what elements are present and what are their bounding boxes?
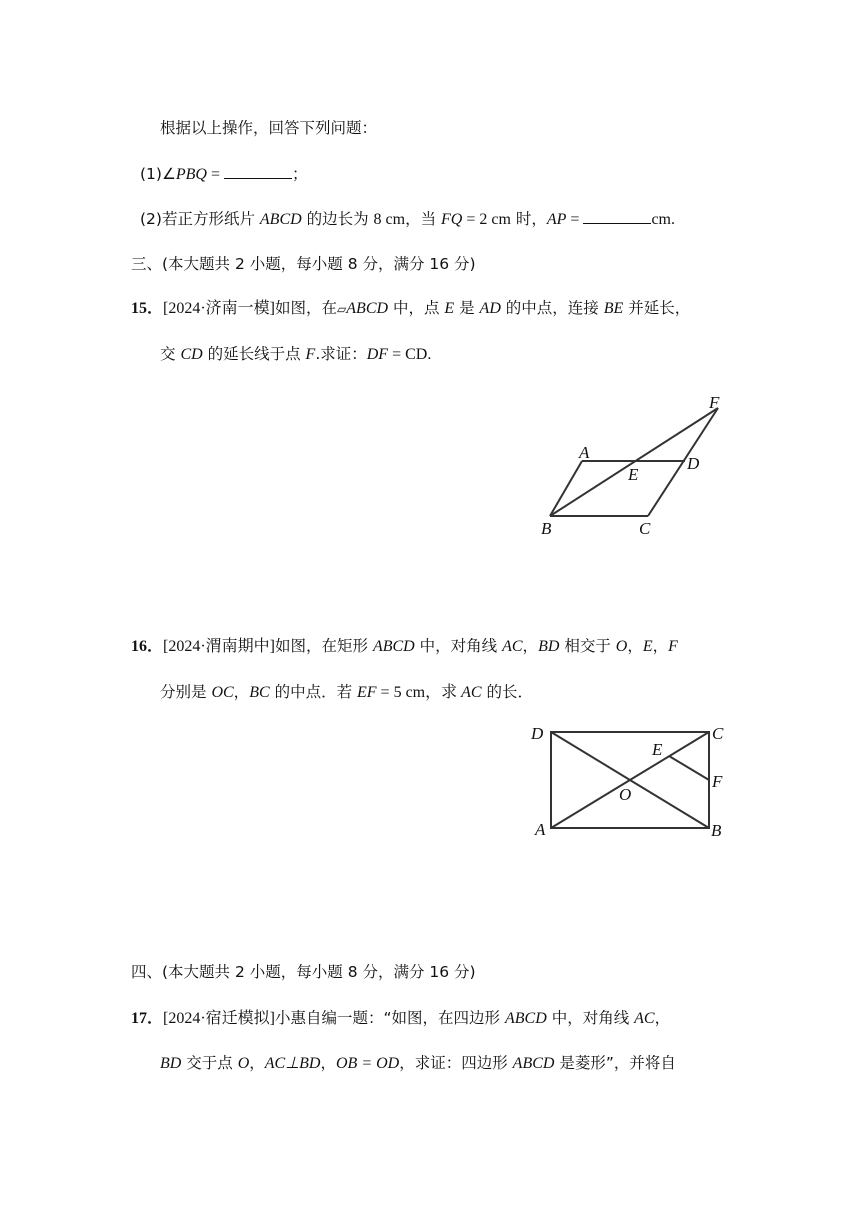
q2-eq: = <box>566 211 584 228</box>
label-a: A <box>579 443 590 462</box>
intro-text: 根据以上操作，回答下列问题： <box>160 119 378 137</box>
p17-text: ， <box>320 1054 336 1072</box>
q2-text: (2)若正方形纸片 <box>140 210 260 228</box>
p16-text: ， <box>652 637 669 655</box>
q2-ap: AP <box>546 211 567 228</box>
problem-15-source: [2024·济南一模] <box>163 300 276 317</box>
p16-text: 分别是 <box>160 683 212 701</box>
p16-text: 如图，在矩形 <box>275 637 373 655</box>
p17-abcd: ABCD <box>512 1055 555 1072</box>
problem-17-line-2 <box>160 1053 676 1074</box>
label-f: F <box>712 772 723 791</box>
p16-text: 的长． <box>481 683 534 701</box>
q2-shape: ABCD <box>259 211 302 228</box>
p16-text: ， <box>627 637 643 655</box>
p17-equal: OB = OD <box>336 1055 400 1072</box>
p16-text: ， <box>233 683 250 701</box>
p15-text: .求证： <box>315 345 367 363</box>
p16-oc: OC <box>211 684 234 701</box>
q2-text: 的边长为 <box>301 210 374 228</box>
p15-ad: AD <box>479 300 501 317</box>
p17-text: ， <box>249 1054 265 1072</box>
p15-cd: CD <box>180 346 203 363</box>
segment-ab <box>550 461 582 516</box>
p16-ac: AC <box>461 684 482 701</box>
label-e: E <box>628 465 639 484</box>
q1-eq: = <box>206 166 224 183</box>
p16-f: F <box>668 638 678 655</box>
q1-angle: PBQ <box>175 166 207 183</box>
q1-prefix: (1)∠ <box>140 165 176 183</box>
p15-text: 是 <box>454 299 480 317</box>
label-c: C <box>712 724 724 743</box>
p17-o: O <box>237 1055 250 1072</box>
problem-15-line-1 <box>131 298 690 319</box>
label-b: B <box>541 519 552 538</box>
problem-15-line-2 <box>160 344 431 365</box>
p15-text: 的延长线于点 <box>202 345 306 363</box>
p17-text: 是菱形”，并将自 <box>554 1054 676 1072</box>
label-f: F <box>709 393 720 412</box>
p15-text: 如图，在 <box>275 299 338 317</box>
p15-e: E <box>444 300 455 317</box>
q2-unit: cm. <box>651 211 675 228</box>
p15-text: 的中点，连接 <box>500 299 604 317</box>
p17-text: 中，对角线 <box>546 1009 635 1027</box>
q2-fq-value: 2 cm <box>479 211 511 228</box>
p15-text: 交 <box>160 345 181 363</box>
label-a: A <box>535 820 546 839</box>
p15-text: 并延长， <box>623 299 691 317</box>
section-3-heading: 三、(本大题共 2 小题，每小题 8 分，满分 16 分) <box>131 255 476 273</box>
q1-answer-blank[interactable] <box>224 164 292 179</box>
p16-text: = 5 cm，求 <box>376 684 462 701</box>
p16-bd: BD <box>538 638 560 655</box>
problem-16-number: 16． <box>131 638 164 655</box>
q1-suffix: ； <box>292 165 308 183</box>
p16-ef: EF <box>357 684 377 701</box>
p17-text: 小惠自编一题：“如图，在四边形 <box>275 1009 505 1027</box>
p17-bd: BD <box>160 1055 182 1072</box>
label-o: O <box>619 785 632 804</box>
q2-fq: FQ <box>441 211 463 228</box>
q2-text: 时， <box>510 210 547 228</box>
parallelogram-symbol: ▱ <box>337 302 347 316</box>
p17-text: ，求证：四边形 <box>399 1054 513 1072</box>
figure-15-parallelogram <box>530 388 740 540</box>
segment-ef <box>669 756 709 780</box>
q2-side: 8 cm <box>373 211 406 228</box>
p17-text: 交于点 <box>181 1054 238 1072</box>
q2-answer-blank[interactable] <box>583 209 651 224</box>
p15-be: BE <box>603 300 624 317</box>
problem-17-number: 17． <box>131 1010 164 1027</box>
p15-f: F <box>305 346 316 363</box>
p17-text: ， <box>654 1009 671 1027</box>
section-4-heading: 四、(本大题共 2 小题，每小题 8 分，满分 16 分) <box>131 963 476 981</box>
p17-perpendicular: AC⊥BD <box>264 1055 321 1072</box>
label-d: D <box>687 454 700 473</box>
label-e: E <box>652 740 663 759</box>
p15-abcd: ABCD <box>346 300 389 317</box>
p17-ac: AC <box>634 1010 655 1027</box>
problem-16-line-1 <box>131 636 678 657</box>
p17-abcd: ABCD <box>504 1010 547 1027</box>
problem-16-source: [2024·渭南期中] <box>163 638 276 655</box>
q2-eq: = <box>462 211 480 228</box>
p15-df: DF <box>366 346 389 363</box>
p16-bc: BC <box>249 684 270 701</box>
p16-ac: AC <box>502 638 523 655</box>
p16-text: ， <box>522 637 539 655</box>
problem-16-line-2 <box>160 682 533 703</box>
p16-o: O <box>615 638 628 655</box>
label-d: D <box>531 724 544 743</box>
problem-17-line-1 <box>131 1008 670 1029</box>
problem-17-source: [2024·宿迁模拟] <box>163 1010 276 1027</box>
p16-e: E <box>642 638 653 655</box>
p16-abcd: ABCD <box>372 638 415 655</box>
p16-text: 的中点．若 <box>269 683 357 701</box>
problem-15-number: 15． <box>131 300 164 317</box>
p16-text: 中，对角线 <box>414 637 503 655</box>
q2-text: ，当 <box>405 210 442 228</box>
question-1 <box>140 164 308 185</box>
p16-text: 相交于 <box>559 637 616 655</box>
p15-text: = CD. <box>388 346 432 363</box>
p15-text: 中，点 <box>388 299 445 317</box>
question-2 <box>140 209 675 230</box>
label-c: C <box>639 519 651 538</box>
label-b: B <box>711 821 722 840</box>
figure-16-rectangle <box>525 718 740 844</box>
